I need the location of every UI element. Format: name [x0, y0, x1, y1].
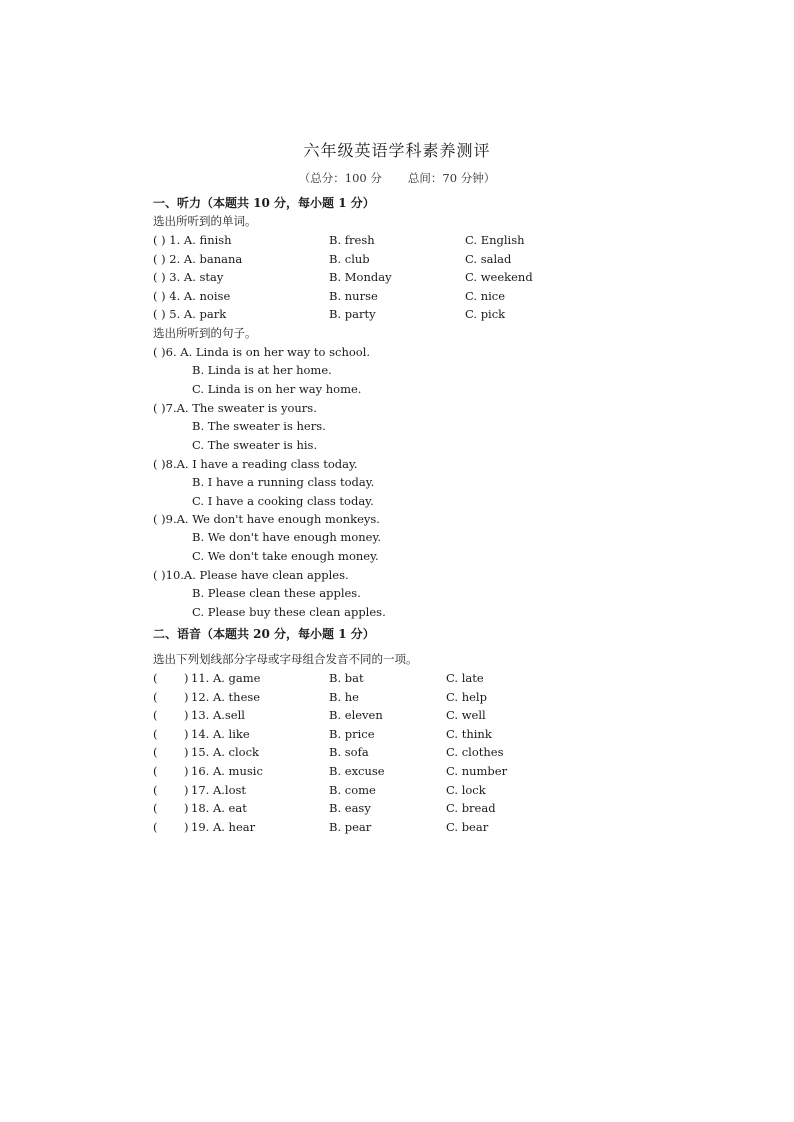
phonics-item-paren-close: ) [184, 801, 189, 816]
sentence-item-question: ( )10.A. Please have clean apples. [153, 568, 349, 583]
section2-heading: 二、语音（本题共 20 分，每小题 1 分） [153, 627, 375, 641]
word-item-option-b: B. nurse [329, 288, 378, 303]
phonics-item-question: 11. A. game [191, 671, 261, 685]
phonics-item-question: 12. A. these [191, 689, 261, 704]
phonics-item-question: 17. A.lost [191, 782, 247, 797]
phonics-item-option-c: C. think [446, 726, 492, 741]
phonics-item-option-b: B. price [329, 726, 375, 741]
phonics-item-paren-open: ( [153, 726, 158, 741]
sentence-item-question: ( )9.A. We don't have enough monkeys. [153, 512, 380, 527]
phonics-item-paren-open: ( [153, 745, 158, 760]
word-item-option-c: C. nice [465, 288, 506, 303]
phonics-item-paren-close: ) [184, 745, 189, 760]
phonics-item-question: 14. A. like [191, 726, 250, 741]
sentence-item-option-b: B. Linda is at her home. [192, 363, 332, 377]
page-title: 六年级英语学科素养测评 [303, 141, 491, 160]
section1-instruction-sentences: 选出所听到的句子。 [153, 326, 257, 340]
page-subtitle [0, 170, 794, 186]
phonics-item-option-b: B. he [329, 689, 359, 704]
phonics-item-paren-open: ( [153, 801, 158, 816]
sentence-item-option-c: C. Please buy these clean apples. [192, 605, 386, 620]
sentence-item-question: ( )7.A. The sweater is yours. [153, 400, 317, 415]
phonics-item-option-b: B. easy [329, 801, 371, 816]
section1-heading: 一、听力（本题共 10 分，每小题 1 分） [153, 196, 375, 210]
phonics-item-paren-open: ( [153, 671, 158, 685]
phonics-item-paren-open: ( [153, 764, 158, 778]
phonics-item-paren-open: ( [153, 708, 158, 723]
sentence-item-option-c: C. We don't take enough money. [192, 549, 379, 564]
phonics-item-paren-close: ) [184, 819, 189, 834]
phonics-item-question: 16. A. music [191, 764, 263, 778]
section1-instruction-words: 选出所听到的单词。 [153, 214, 257, 228]
word-item-question: ( ) 3. A. stay [153, 270, 224, 285]
word-item-option-b: B. club [329, 251, 370, 266]
phonics-item-option-c: C. late [446, 671, 484, 685]
phonics-item-option-b: B. bat [329, 671, 364, 685]
word-item-question: ( ) 5. A. park [153, 307, 227, 322]
phonics-item-option-b: B. excuse [329, 764, 385, 778]
phonics-item-option-c: C. clothes [446, 745, 504, 760]
phonics-item-question: 19. A. hear [191, 819, 256, 834]
phonics-item-option-b: B. sofa [329, 745, 369, 760]
phonics-item-paren-open: ( [153, 782, 158, 797]
phonics-item-question: 18. A. eat [191, 801, 247, 816]
phonics-item-paren-close: ) [184, 708, 189, 723]
phonics-item-option-c: C. bear [446, 819, 489, 834]
phonics-item-option-c: C. bread [446, 801, 496, 816]
word-item-option-c: C. English [465, 233, 525, 247]
phonics-item-option-c: C. number [446, 764, 508, 778]
phonics-item-question: 15. A. clock [191, 745, 260, 760]
word-item-option-c: C. pick [465, 307, 506, 322]
word-item-option-c: C. weekend [465, 270, 533, 285]
section2-instruction: 选出下列划线部分字母或字母组合发音不同的一项。 [153, 652, 418, 666]
word-item-option-b: B. party [329, 307, 376, 322]
phonics-item-paren-close: ) [184, 689, 189, 704]
phonics-item-paren-open: ( [153, 819, 158, 834]
total-time: 总间：70 分钟） [407, 171, 496, 185]
word-item-option-c: C. salad [465, 251, 512, 266]
sentence-item-option-c: C. The sweater is his. [192, 437, 318, 452]
phonics-item-paren-close: ) [184, 671, 189, 685]
word-item-question: ( ) 2. A. banana [153, 251, 243, 266]
phonics-item-paren-close: ) [184, 764, 189, 778]
sentence-item-option-b: B. I have a running class today. [192, 474, 375, 489]
sentence-item-option-b: B. The sweater is hers. [192, 418, 326, 433]
sentence-item-option-b: B. Please clean these apples. [192, 586, 361, 601]
sentence-item-question: ( )8.A. I have a reading class today. [153, 456, 358, 471]
total-score: （总分：100 分 [298, 171, 382, 185]
phonics-item-option-b: B. pear [329, 819, 372, 834]
phonics-item-option-c: C. help [446, 689, 487, 704]
phonics-item-question: 13. A.sell [191, 708, 245, 723]
phonics-item-option-b: B. come [329, 782, 376, 797]
sentence-item-option-b: B. We don't have enough money. [192, 530, 382, 545]
word-item-option-b: B. fresh [329, 233, 375, 247]
phonics-item-option-c: C. well [446, 708, 486, 723]
word-item-question: ( ) 1. A. finish [153, 233, 232, 247]
phonics-item-paren-close: ) [184, 782, 189, 797]
sentence-item-option-c: C. I have a cooking class today. [192, 493, 374, 508]
word-item-question: ( ) 4. A. noise [153, 288, 231, 303]
phonics-item-option-b: B. eleven [329, 708, 383, 723]
sentence-item-question: ( )6. A. Linda is on her way to school. [153, 345, 371, 359]
word-item-option-b: B. Monday [329, 270, 392, 285]
phonics-item-option-c: C. lock [446, 782, 486, 797]
phonics-item-paren-open: ( [153, 689, 158, 704]
sentence-item-option-c: C. Linda is on her way home. [192, 382, 362, 396]
phonics-item-paren-close: ) [184, 726, 189, 741]
